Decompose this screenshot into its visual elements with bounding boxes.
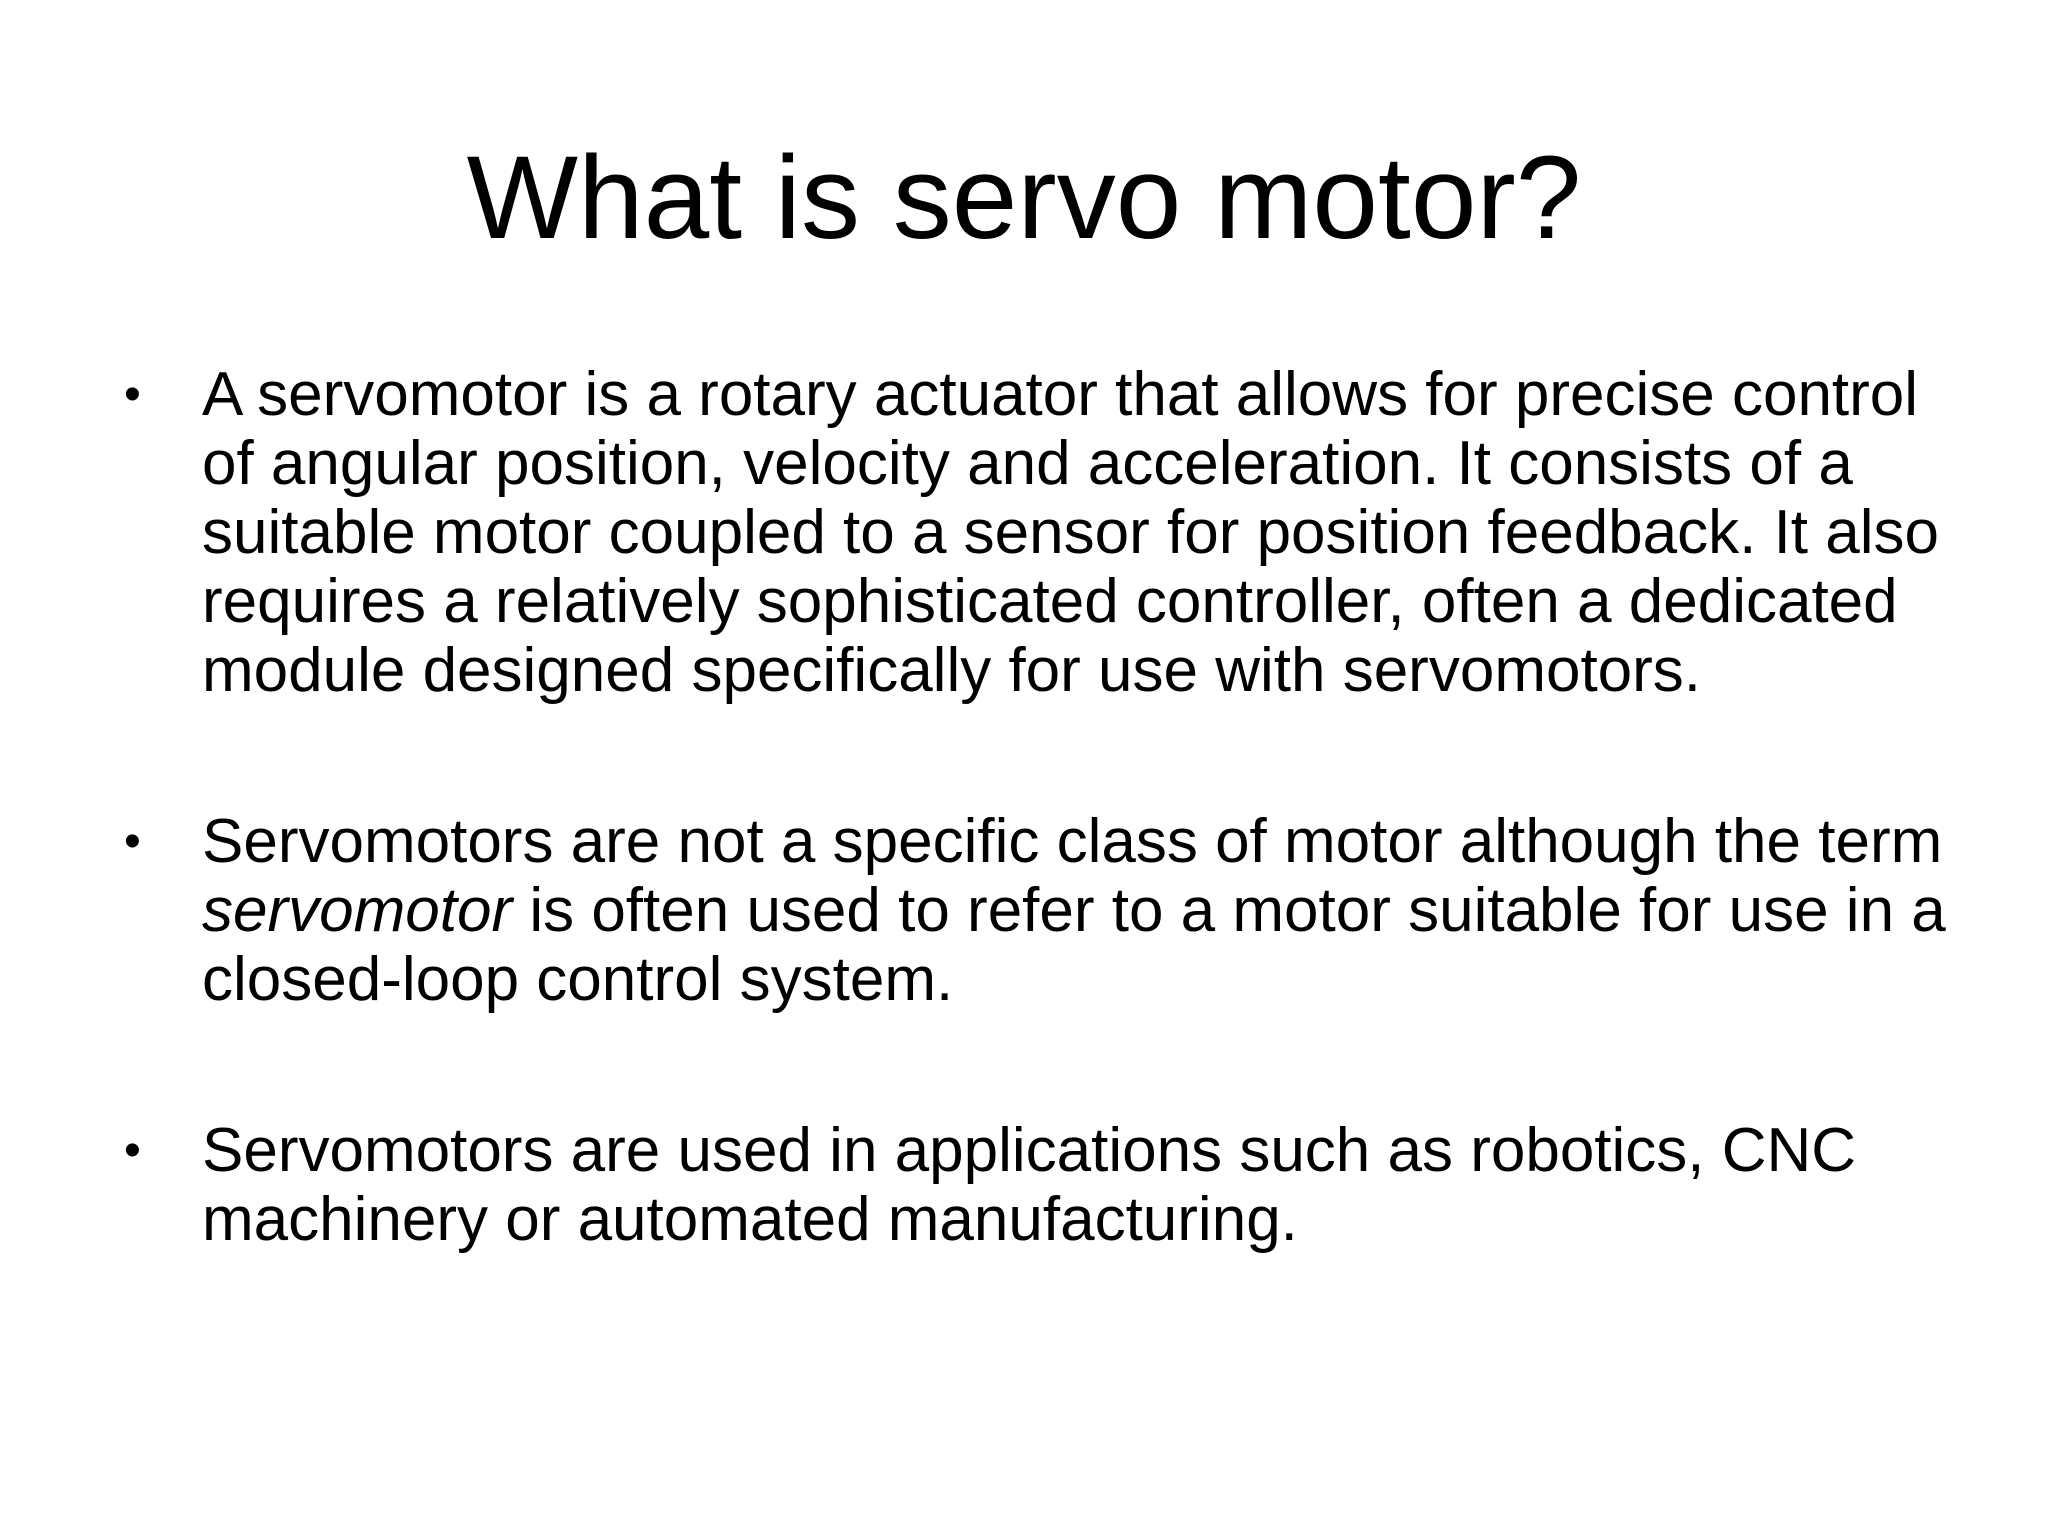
emphasized-term: servomotor [202, 876, 513, 945]
slide-title: What is servo motor? [466, 132, 1582, 264]
bullet-list [120, 360, 1950, 1254]
bullet-text: Servomotors are used in applications such as robotics, CNC machinery or automated manufacturing. [202, 1116, 1857, 1254]
bullet-text-part: Servomotors are not a specific class of motor although the term [202, 807, 1943, 876]
bullet-icon: • [124, 368, 141, 421]
bullet-text-part: is often used to refer to a motor suitable for use in a closed-loop control system. [202, 876, 1946, 1014]
bullet-item-class [120, 807, 1950, 1014]
bullet-text: A servomotor is a rotary actuator that allows for precise control of angular position, velocity and acceleration. It consists of a suitable motor coupled to a sensor for position feedback. It also requires a relatively sophisticated controller, often a dedicated module designed specifically for use with servomotors. [202, 360, 1939, 705]
bullet-icon: • [124, 815, 141, 868]
bullet-item-applications [120, 1116, 1950, 1254]
bullet-text [202, 807, 1946, 1014]
bullet-item-definition [120, 360, 1950, 705]
bullet-icon: • [124, 1124, 141, 1177]
